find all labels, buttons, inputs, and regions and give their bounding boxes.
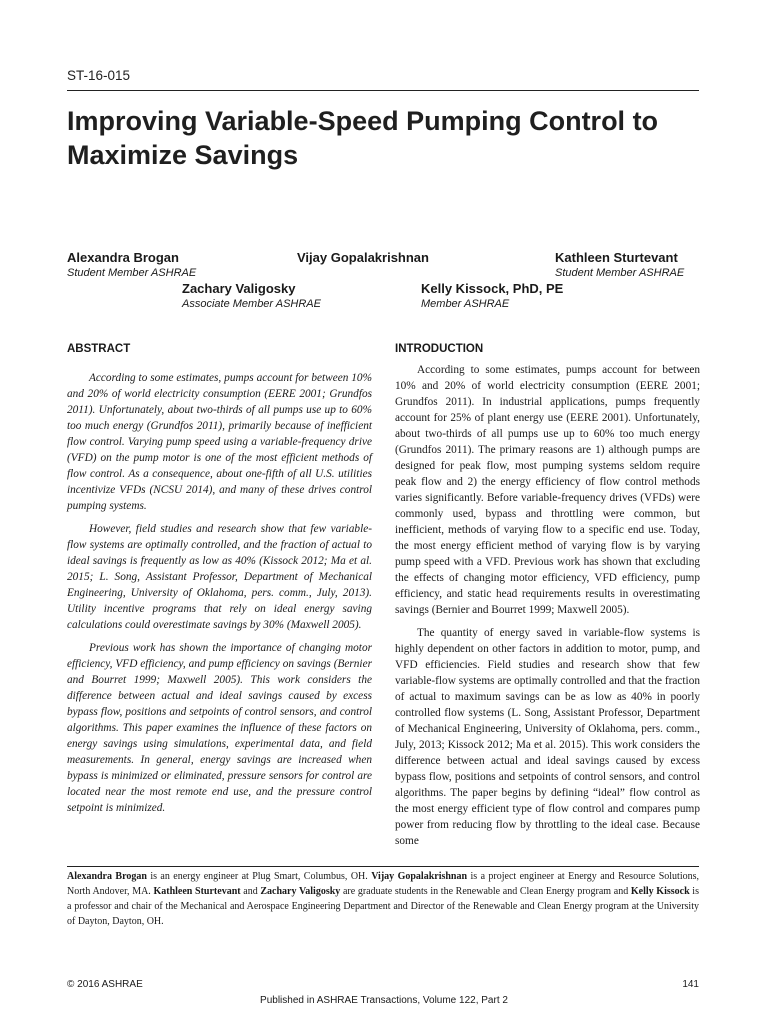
author-footnote [67,869,699,929]
abstract-paragraph: According to some estimates, pumps account for between 10% and 20% of world electricity consumption (EERE 2001; Grundfos 2011). Unfortunately, about two-thirds of all pumps use up to 60% too much energy (Grundfos 2011), primarily because of inefficient flow control. Varying pump speed using a variable-frequency drive (VFD) on the pump motor is one of the most efficient methods of flow control. As a consequence, about one-fifth of all U.S. utilities incentivize VFDs (NCSU 2014), and many of these drives control pumping systems. [67,372,372,512]
page-number: 141 [682,979,699,990]
author-affiliation: Student Member ASHRAE [555,267,685,279]
author-name: Kathleen Sturtevant [555,250,678,265]
author-block-kissock [421,281,563,312]
author-name: Vijay Gopalakrishnan [297,250,429,265]
author-block-gopalakrishnan [297,250,429,266]
author-block-valigosky [182,281,321,312]
paper-title: Improving Variable-Speed Pumping Control to Maximize Savings [67,106,659,170]
introduction-heading: INTRODUCTION [395,343,484,355]
author-affiliation: Associate Member ASHRAE [182,298,321,310]
copyright-notice: © 2016 ASHRAE [67,979,143,990]
introduction-column [395,362,700,849]
abstract-heading: ABSTRACT [67,343,131,355]
author-block-brogan [67,250,196,281]
author-block-sturtevant [555,250,684,281]
footnote-text: and [240,886,261,897]
footnote-text: are graduate students in the Renewable and Clean Energy program and [340,886,631,897]
publication-line: Published in ASHRAE Transactions, Volume 122, Part 2 [260,995,508,1006]
author-name: Kelly Kissock, PhD, PE [421,281,564,296]
abstract-column [67,370,372,816]
author-name: Zachary Valigosky [182,281,296,296]
abstract-paragraph: However, field studies and research show that few variable-flow systems are optimally controlled, and the fraction of actual to ideal savings is frequently as low as 40% (Kissock 2012; Ma et al. 2015; L. Song, Assistant Professor, Department of Mechanical Engineering, University of Oklahoma, pers. comm., July, 2013). Utility incentive programs that rely on ideal energy saving calculations could overestimate savings by 30% (Maxwell 2005). [67,523,372,631]
author-affiliation: Member ASHRAE [421,298,510,310]
footnote-text: is an energy engineer at Plug Smart, Columbus, OH. [146,871,372,882]
header-rule [67,90,699,91]
footnote-rule [67,866,699,867]
footnote-author-name: Kelly Kissock [630,886,690,897]
footnote-author-name: Zachary Valigosky [260,886,341,897]
footnote-text: is a professor and chair of the Mechanical and Aerospace Engineering Department and Director of the Renewable and Clean Energy program at the University of Dayton, Dayton, OH. [67,886,699,927]
author-affiliation: Student Member ASHRAE [67,267,197,279]
author-name: Alexandra Brogan [67,250,179,265]
introduction-paragraph: According to some estimates, pumps account for between 10% and 20% of world electricity consumption (EERE 2001; Grundfos 2011). In industrial applications, pumps frequently account for 25% of plant energy use (EERE 2001). Unfortunately, about two-thirds of all pumps use up to 60% too much energy (Grundfos 2011). The primary reasons are 1) although pumps are designed for peak flow, most pumping systems seldom require peak flow and 2) the energy efficiency of flow control methods varies significantly. Before variable-frequency drives (VFDs) were commonly used, bypass and throttling were common, but inefficient, methods of varying flow to a specific end use. Today, the most energy efficient method of varying flow is by varying pump speed with a VFD. Previous work has shown that excluding the effects of changing motor efficiency, VFD efficiency, pump efficiency, and static head requirements results in overestimating savings (Bernier and Bourret 1999; Maxwell 2005). [395,364,700,616]
footnote-author-name: Vijay Gopalakrishnan [371,871,468,882]
introduction-paragraph: The quantity of energy saved in variable-flow systems is highly dependent on other factors in addition to motor, pump, and VFD efficiencies. Field studies and research show that few variable-flow systems are optimally controlled and that the fraction of actual to maximum savings can be as low as 40% in poorly controlled flow systems (L. Song, Assistant Professor, Department of Mechanical Engineering, University of Oklahoma, pers. comm., July, 2013; Kissock 2012; Ma et al. 2015). This work considers the difference between actual and ideal savings caused by excess bypass flow, positions and setpoints of control sensors, and control algorithms. The paper begins by defining “ideal” flow control as the most energy efficient type of flow control and compares pump power from reducing flow by throttling to the ideal case. Because some [395,627,700,847]
document-id: ST-16-015 [67,68,131,83]
footnote-author-name: Kathleen Sturtevant [153,886,241,897]
footnote-author-name: Alexandra Brogan [67,871,147,882]
footnote-text: is a project engineer at Energy and Resource Solutions, North Andover, MA. [67,871,699,897]
abstract-paragraph: Previous work has shown the importance of changing motor efficiency, VFD efficiency, and pump efficiency on savings (Bernier and Bourret 1999; Maxwell 2005). This work considers the difference between actual and ideal savings caused by excess bypass flow, positions and setpoints of control sensors, and control algorithms. This paper examines the influence of these factors on energy savings using simulations, experimental data, and field measurements. In general, energy savings are increased when bypass is minimized or eliminated, pressure sensors for control are located near the most remote end use, and the pressure control setpoint is minimized. [67,642,372,814]
